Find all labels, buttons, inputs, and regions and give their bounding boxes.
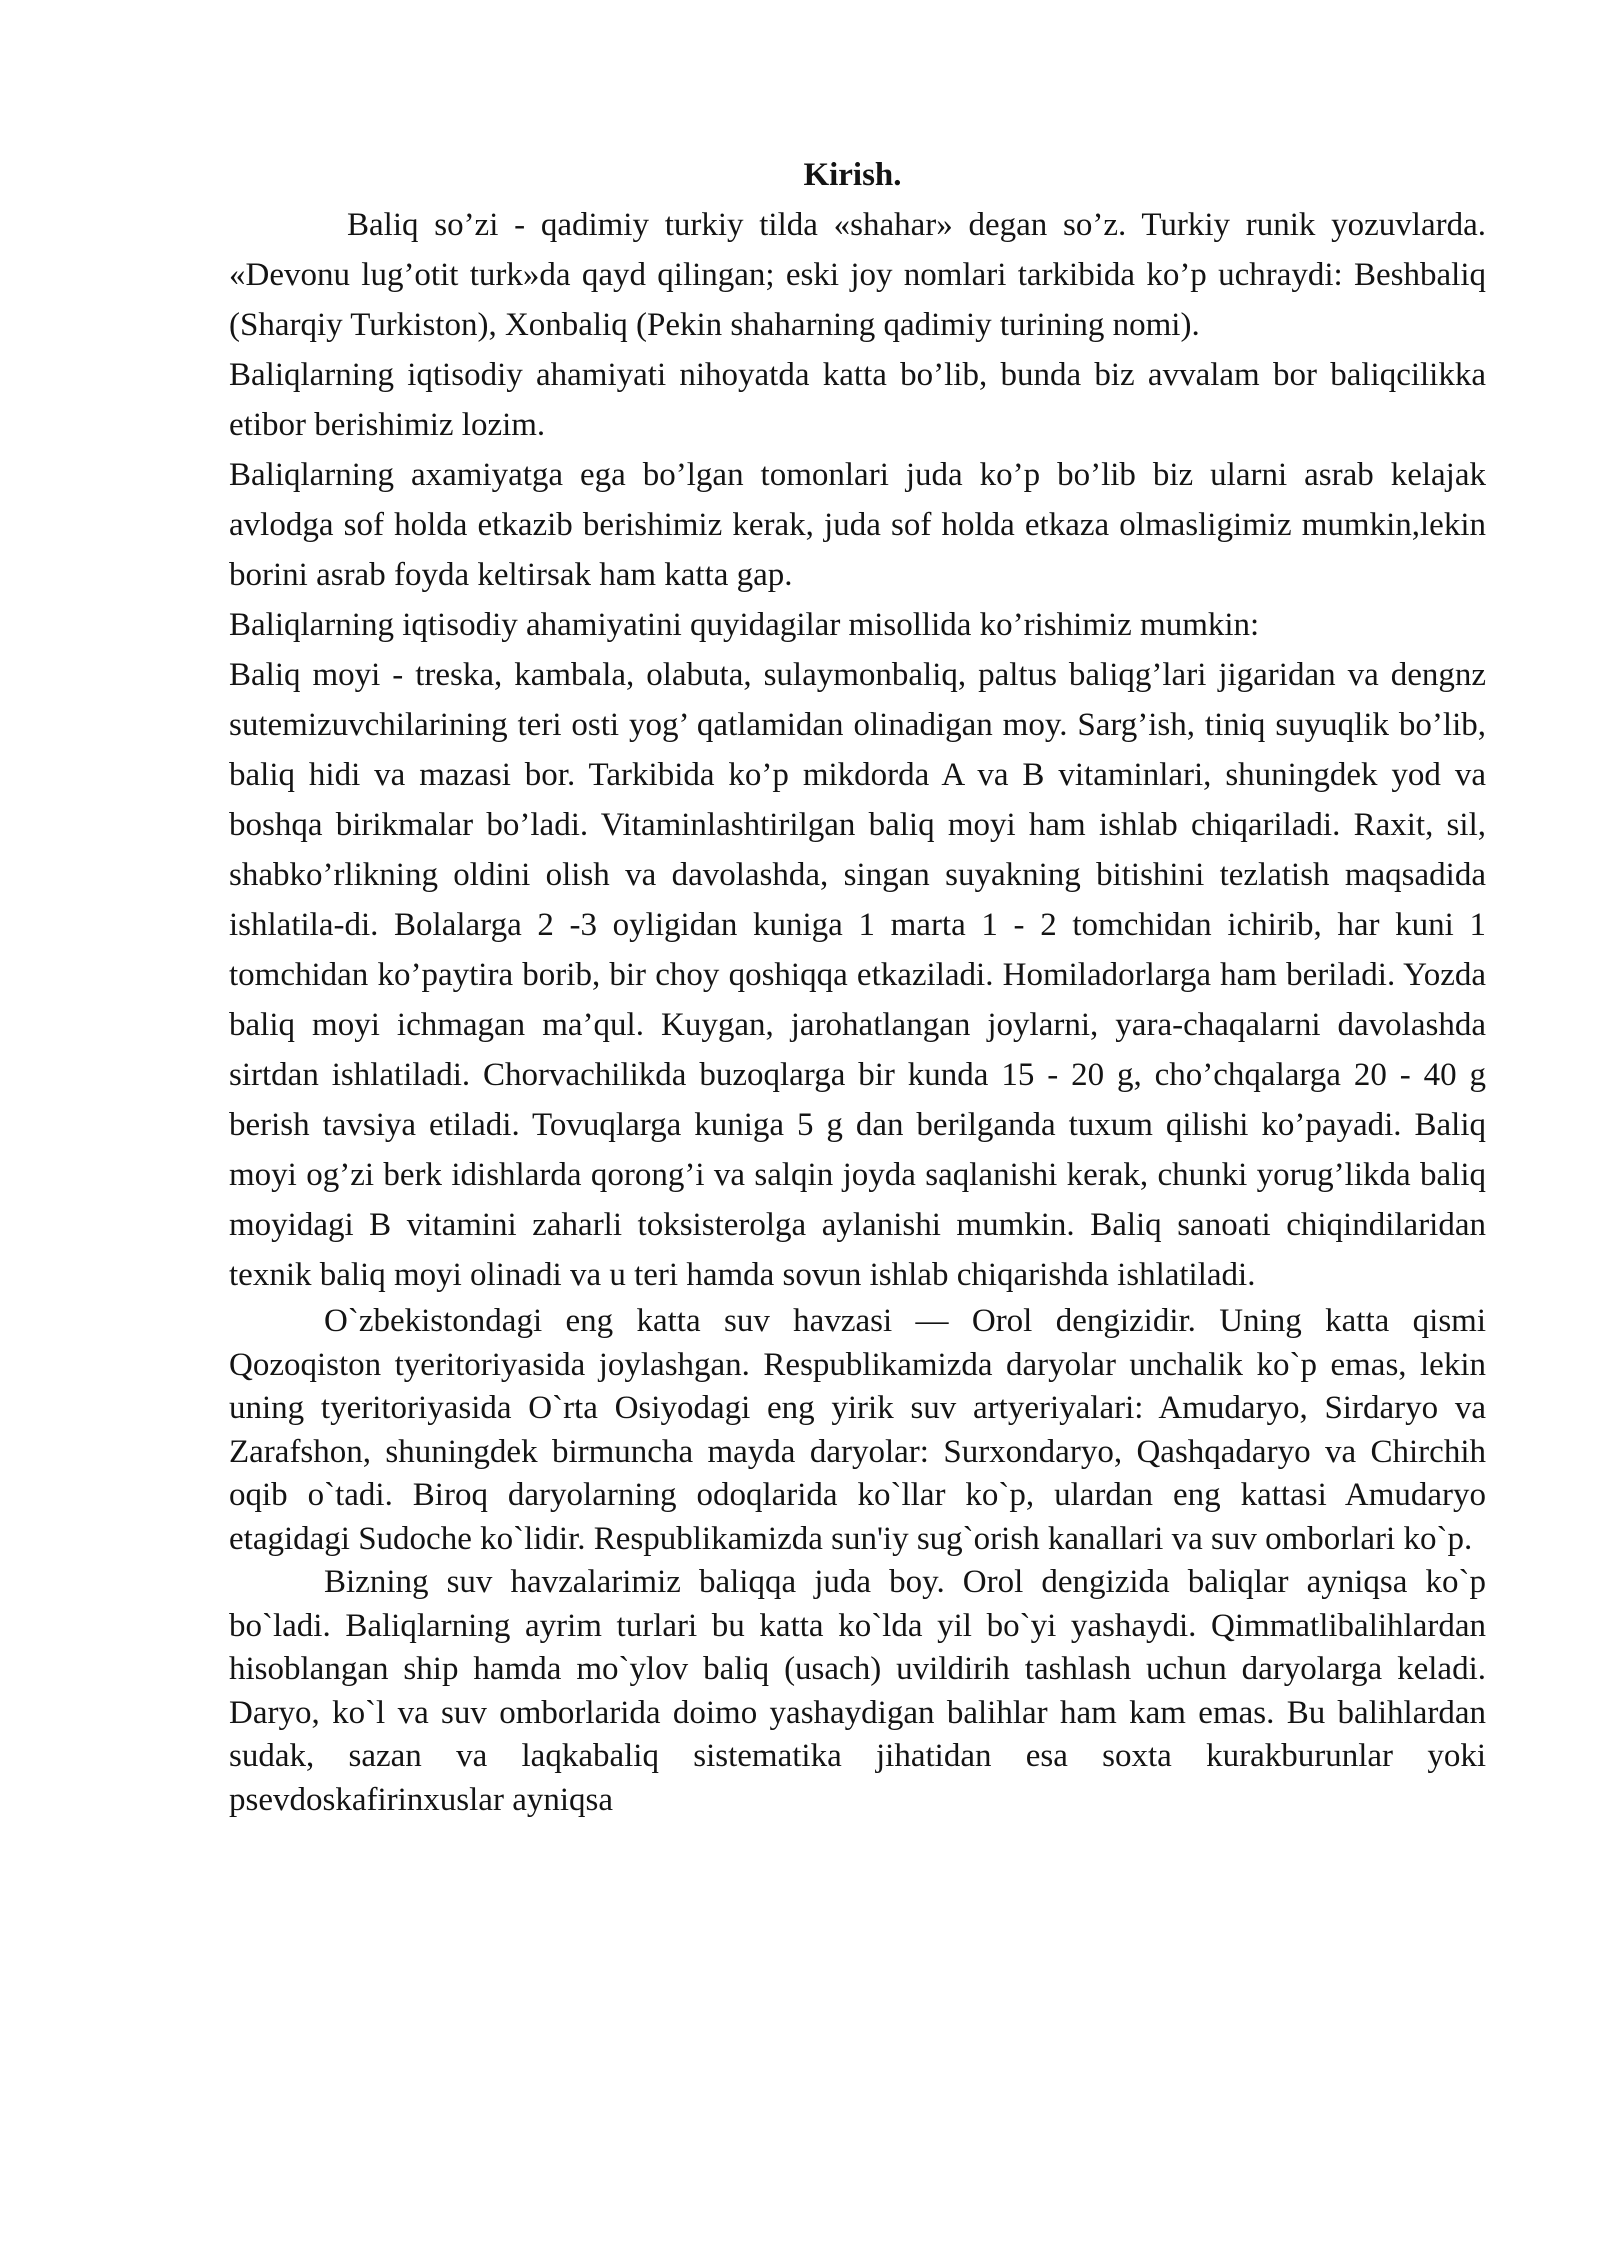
water-bodies-section	[229, 1300, 1486, 1822]
paragraph-baliq-word-origin: Baliq so’zi - qadimiy turkiy tilda «shahar» degan so’z. Turkiy runik yozuvlarda. «Devonu lug’otit turk»da qayd qilingan; eski joy nomlari tarkibida ko’p uchraydi: Beshbaliq (Sharqiy Turkiston), Xonbaliq (Pekin shaharning qadimiy turining nomi).	[229, 207, 1486, 343]
document-page	[229, 150, 1486, 1822]
paragraph-uzbekistan-water: O`zbekistondagi eng katta suv havzasi — Orol dengizidir. Uning katta qismi Qozoqiston tyeritoriyasida joylashgan. Respublikamizda daryolar unchalik ko`p emas, lekin uning tyeritoriyasida O`rta Osiyodagi eng yirik suv artyeriyalari: Amudaryo, Sirdaryo va Zarafshon, shuningdek birmuncha mayda daryolar: Surxondaryo, Qashqadaryo va Chirchih oqib o`tadi. Biroq daryolarning odoqlarida ko`llar ko`p, ulardan eng kattasi Amudaryo etagidagi Sudoche ko`lidir. Respublikamizda sun'iy sug`orish kanallari va suv omborlari ko`p.	[229, 1303, 1486, 1557]
paragraph-fish-oil: Baliq moyi - treska, kambala, olabuta, sulaymonbaliq, paltus baliqg’lari jigaridan va dengnz sutemizuvchilarining teri osti yog’ qatlamidan olinadigan moy. Sarg’ish, tiniq suyuqlik bo’lib, baliq hidi va mazasi bor. Tarkibida ko’p mikdorda A va B vitaminlari, shuningdek yod va boshqa birikmalar bo’ladi. Vitaminlashtirilgan baliq moyi ham ishlab chiqariladi. Raxit, sil, shabko’rlikning oldini olish va davolashda, singan suyakning bitishini tezlatish maqsadida ishlatila-di. Bolalarga 2 -3 oyligidan kuniga 1 marta 1 - 2 tomchidan ichirib, har kuni 1 tomchidan ko’paytira borib, bir choy qoshiqqa etkaziladi. Homiladorlarga ham beriladi. Yozda baliq moyi ichmagan ma’qul. Kuygan, jarohatlangan joylarni, yara-chaqalarni davolashda sirtdan ishlatiladi. Chorvachilikda buzoqlarga bir kunda 15 - 20 g, cho’chqalarga 20 - 40 g berish tavsiya etiladi. Tovuqlarga kuniga 5 g dan berilganda tuxum qilishi ko’payadi. Baliq moyi og’zi berk idishlarda qorong’i va salqin joyda saqlanishi kerak, chunki yorug’likda baliq moyidagi B vitamini zaharli toksisterolga aylanishi mumkin. Baliq sanoati chiqindilaridan texnik baliq moyi olinadi va u teri hamda sovun ishlab chiqarishda ishlatiladi.	[229, 657, 1486, 1293]
document-title: Kirish.	[803, 157, 902, 193]
paragraph-examples-intro: Baliqlarning iqtisodiy ahamiyatini quyidagilar misollida ko’rishimiz mumkin:	[229, 607, 1260, 643]
paragraph-economic-importance: Baliqlarning iqtisodiy ahamiyati nihoyatda katta bo’lib, bunda biz avvalam bor baliqcilikka etibor berishimiz lozim.	[229, 357, 1486, 443]
paragraph-preservation: Baliqlarning axamiyatga ega bo’lgan tomonlari juda ko’p bo’lib biz ularni asrab kelajak avlodga sof holda etkazib berishimiz kerak, juda sof holda etkaza olmasligimiz mumkin,lekin borini asrab foyda keltirsak ham katta gap.	[229, 457, 1486, 593]
intro-section	[229, 200, 1486, 1300]
paragraph-fish-richness: Bizning suv havzalarimiz baliqqa juda boy. Orol dengizida baliqlar ayniqsa ko`p bo`ladi. Baliqlarning ayrim turlari bu katta ko`lda yil bo`yi yashaydi. Qimmatlibalihlardan hisoblangan ship hamda mo`ylov baliq (usach) uvildirih tashlash uchun daryolarga keladi. Daryo, ko`l va suv omborlarida doimo yashaydigan balihlar ham kam emas. Bu balihlardan sudak, sazan va laqkabaliq sistematika jihatidan esa soxta kurakburunlar yoki psevdoskafirinxuslar ayniqsa	[229, 1564, 1486, 1818]
